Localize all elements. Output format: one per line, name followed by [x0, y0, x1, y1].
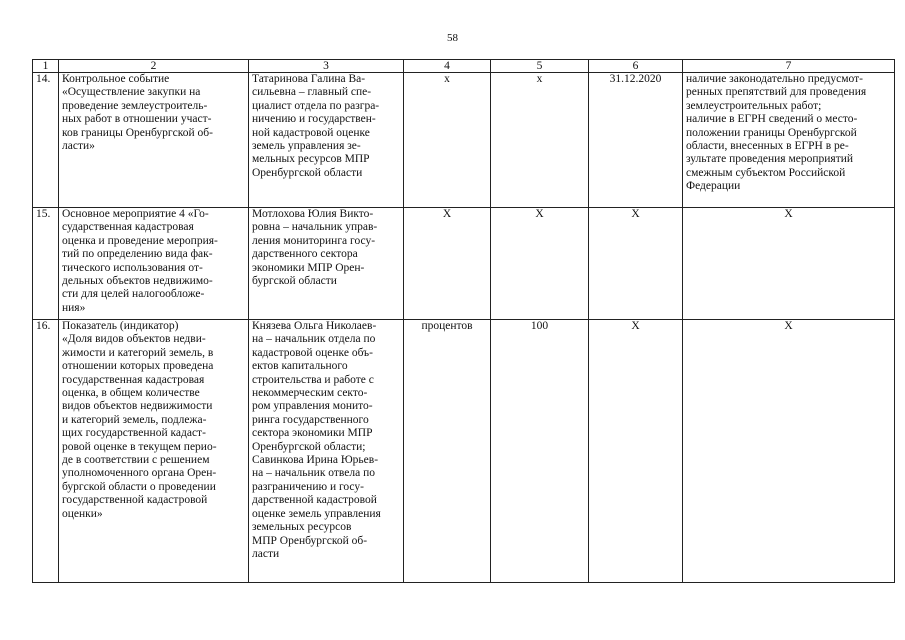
row-responsible: Татаринова Галина Ва- сильевна – главный спе- циалист отдела по разгра- ничению и государствен- ной кадастровой оценке земель управления зе- мельных ресурсов МПР Оренбургской области: [249, 73, 404, 208]
table-row: [33, 208, 895, 320]
row-unit: Х: [404, 208, 491, 320]
row-value: Х: [491, 208, 589, 320]
row-note: Х: [683, 208, 895, 320]
row-responsible: Мотлохова Юлия Викто- ровна – начальник управ- ления мониторинга госу- дарственного сектора экономики МПР Орен- бургской области: [249, 208, 404, 320]
row-note: Х: [683, 320, 895, 583]
document-table: [32, 59, 895, 583]
row-note: наличие законодательно предусмот- ренных препятствий для проведения землеустроительных работ; наличие в ЕГРН сведений о место- положении границы Оренбургской области, внесенных в ЕГРН в ре- зультате проведения мероприятий смежным субъектом Российской Федерации: [683, 73, 895, 208]
column-header-1: 1: [33, 60, 59, 73]
row-unit: х: [404, 73, 491, 208]
row-value: х: [491, 73, 589, 208]
row-number: 14.: [33, 73, 59, 208]
column-header-5: 5: [491, 60, 589, 73]
column-header-3: 3: [249, 60, 404, 73]
row-responsible: Князева Ольга Николаев- на – начальник отдела по кадастровой оценке объ- ектов капитального строительства и работе с некоммерческим секто- ром управления монито- ринга государственного сектора экономики МПР Оренбургской области; Савинкова Ирина Юрьев- на – начальник отвела по разграничению и госу- дарственной кадастровой оценке земель управления земельных ресурсов МПР Оренбургской об- ласти: [249, 320, 404, 583]
column-header-4: 4: [404, 60, 491, 73]
row-name: Показатель (индикатор) «Доля видов объектов недви- жимости и категорий земель, в отношении которых проведена государственная кадастровая оценка, в общем количестве видов объектов недвижимости и категорий земель, подлежа- щих государственной кадаст- ровой оценке в текущем перио- де в соответствии с решением уполномоченного органа Орен- бургской области о проведении государственной кадастровой оценки»: [59, 320, 249, 583]
row-name: Контрольное событие «Осуществление закупки на проведение землеустроитель- ных работ в отношении участ- ков границы Оренбургской об- ласти»: [59, 73, 249, 208]
row-value: 100: [491, 320, 589, 583]
row-number: 16.: [33, 320, 59, 583]
column-header-2: 2: [59, 60, 249, 73]
table-row: [33, 73, 895, 208]
row-unit: процентов: [404, 320, 491, 583]
table-row: [33, 320, 895, 583]
row-name: Основное мероприятие 4 «Го- сударственная кадастровая оценка и проведение мероприя- тий по определению вида фак- тического использования от- дельных объектов недвижимо- сти для целей налогообложе- ния»: [59, 208, 249, 320]
header-row: [33, 60, 895, 73]
row-date: Х: [589, 208, 683, 320]
row-number: 15.: [33, 208, 59, 320]
column-header-7: 7: [683, 60, 895, 73]
row-date: Х: [589, 320, 683, 583]
page-number: 58: [447, 32, 458, 44]
row-date: 31.12.2020: [589, 73, 683, 208]
column-header-6: 6: [589, 60, 683, 73]
